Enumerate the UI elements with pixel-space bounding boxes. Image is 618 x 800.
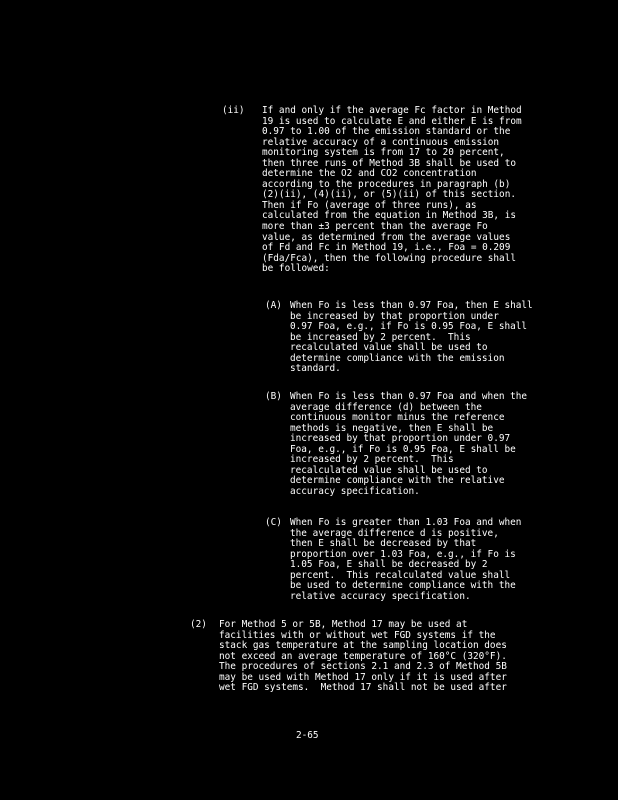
- subparagraph-label: (A): [265, 300, 282, 311]
- text-line: recalculated value shall be used to: [290, 342, 488, 354]
- text-line: be increased by 2 percent. This: [290, 331, 471, 343]
- paragraph-label: (2): [190, 619, 207, 630]
- paragraph-body: [262, 106, 522, 275]
- text-line: For Method 5 or 5B, Method 17 may be used at: [219, 619, 468, 630]
- text-line: determine compliance with the relative: [290, 475, 505, 487]
- text-line: If and only if the average Fc factor in Method: [262, 105, 522, 116]
- text-line: monitoring system is from 17 to 20 percent,: [262, 147, 505, 159]
- text-line: increased by 2 percent. This: [290, 454, 454, 466]
- text-line: determine compliance with the emission: [290, 352, 505, 364]
- text-line: then three runs of Method 3B shall be used to: [262, 157, 516, 169]
- text-line: determine the O2 and CO2 concentration: [262, 168, 477, 180]
- text-line: be used to determine compliance with the: [290, 580, 516, 592]
- text-line: (2)(ii), (4)(ii), or (5)(ii) of this section.: [262, 189, 516, 201]
- text-line: increased by that proportion under 0.97: [290, 433, 511, 445]
- page-number: 2-65: [296, 730, 319, 741]
- text-line: 1.05 Foa, E shall be decreased by 2: [290, 559, 488, 571]
- subparagraph-body: [290, 518, 521, 602]
- subparagraph-body: [290, 392, 527, 497]
- text-line: accuracy specification.: [290, 485, 420, 497]
- text-line: according to the procedures in paragraph (b): [262, 178, 511, 190]
- text-line: relative accuracy specification.: [290, 590, 471, 602]
- text-line: standard.: [290, 363, 341, 375]
- text-line: relative accuracy of a continuous emission: [262, 136, 500, 148]
- text-line: When Fo is greater than 1.03 Foa and when: [290, 517, 522, 528]
- text-line: of Fd and Fc in Method 19, i.e., Foa = 0.209: [262, 242, 511, 254]
- text-line: Then if Fo (average of three runs), as: [262, 199, 477, 211]
- text-line: methods is negative, then E shall be: [290, 422, 494, 434]
- subparagraph-label: (C): [265, 517, 282, 528]
- text-line: average difference (d) between the: [290, 401, 482, 413]
- paragraph-body: [219, 620, 507, 694]
- text-line: 0.97 Foa, e.g., if Fo is 0.95 Foa, E shall: [290, 321, 528, 333]
- text-line: When Fo is less than 0.97 Foa, then E shall: [290, 300, 533, 311]
- text-line: When Fo is less than 0.97 Foa and when the: [290, 391, 528, 402]
- text-line: 0.97 to 1.00 of the emission standard or the: [262, 126, 511, 138]
- text-line: (Fda/Fca), then the following procedure shall: [262, 252, 516, 264]
- text-line: continuous monitor minus the reference: [290, 412, 505, 424]
- text-line: wet FGD systems. Method 17 shall not be used after: [219, 682, 507, 694]
- text-line: 19 is used to calculate E and either E is from: [262, 115, 522, 127]
- text-line: be increased by that proportion under: [290, 310, 499, 322]
- text-line: calculated from the equation in Method 3B, is: [262, 210, 516, 222]
- text-line: value, as determined from the average values: [262, 231, 511, 243]
- paragraph-label: (ii): [222, 105, 245, 116]
- text-line: the average difference d is positive,: [290, 527, 499, 539]
- text-line: be followed:: [262, 263, 330, 275]
- text-line: percent. This recalculated value shall: [290, 569, 511, 581]
- text-line: not exceed an average temperature of 160°C (320°F).: [219, 650, 507, 662]
- subparagraph-label: (B): [265, 391, 282, 402]
- text-line: more than ±3 percent than the average Fo: [262, 221, 488, 233]
- text-line: Foa, e.g., if Fo is 0.95 Foa, E shall be: [290, 443, 516, 455]
- text-line: recalculated value shall be used to: [290, 464, 488, 476]
- text-line: facilities with or without wet FGD systems if the: [219, 629, 496, 641]
- text-line: The procedures of sections 2.1 and 2.3 of Method 5B: [219, 661, 507, 673]
- text-line: may be used with Method 17 only if it is used after: [219, 671, 507, 683]
- subparagraph-body: [290, 301, 533, 375]
- text-line: then E shall be decreased by that: [290, 538, 477, 550]
- text-line: proportion over 1.03 Foa, e.g., if Fo is: [290, 548, 516, 560]
- text-line: stack gas temperature at the sampling location does: [219, 640, 507, 652]
